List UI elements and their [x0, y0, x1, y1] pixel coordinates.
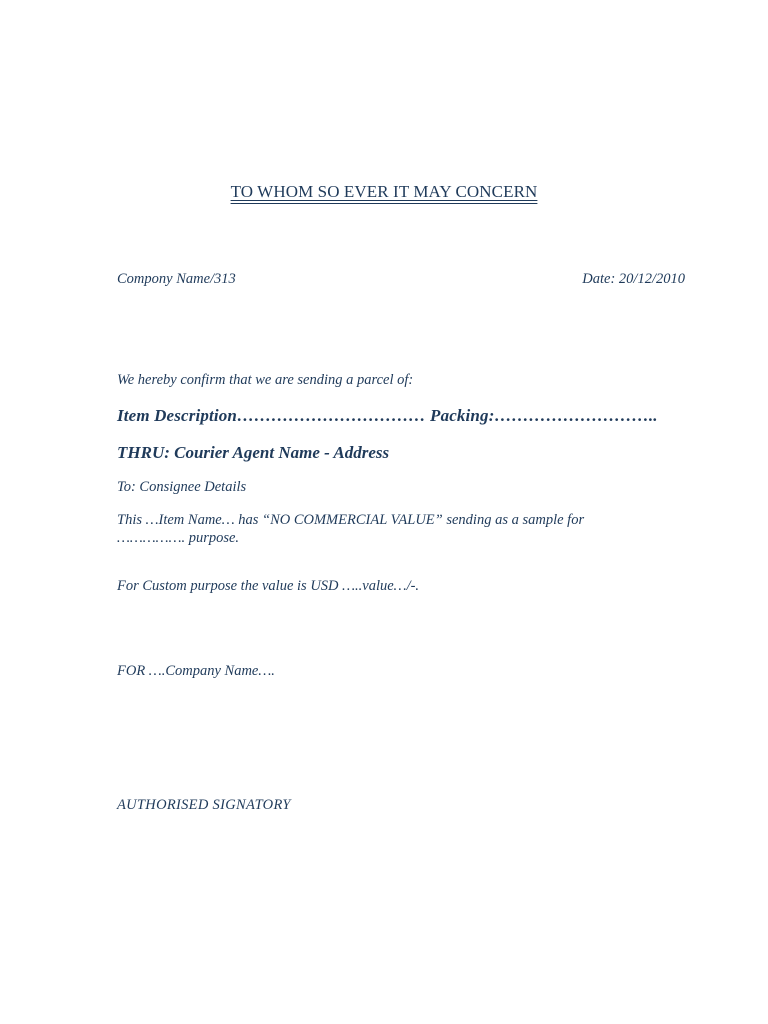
authorised-signatory: AUTHORISED SIGNATORY [117, 797, 291, 813]
letter-title: TO WHOM SO EVER IT MAY CONCERN [230, 182, 538, 201]
body-paragraph [117, 511, 657, 547]
thru-line: THRU: Courier Agent Name - Address [117, 443, 390, 462]
body-line-2: ……………. purpose. [117, 530, 240, 546]
item-description-line: Item Description…………………………… Packing:……………………….. [117, 406, 658, 425]
consignee-line: To: Consignee Details [117, 479, 247, 495]
custom-value-line: For Custom purpose the value is USD …..value…/-. [117, 578, 420, 594]
intro-text: We hereby confirm that we are sending a parcel of: [117, 372, 414, 388]
body-line-1: This …Item Name… has “NO COMMERCIAL VALUE” sending as a sample for [117, 512, 585, 528]
for-company-line: FOR ….Company Name…. [117, 663, 275, 679]
letter-date: Date: 20/12/2010 [582, 271, 685, 287]
company-reference: Compony Name/313 [117, 271, 236, 287]
